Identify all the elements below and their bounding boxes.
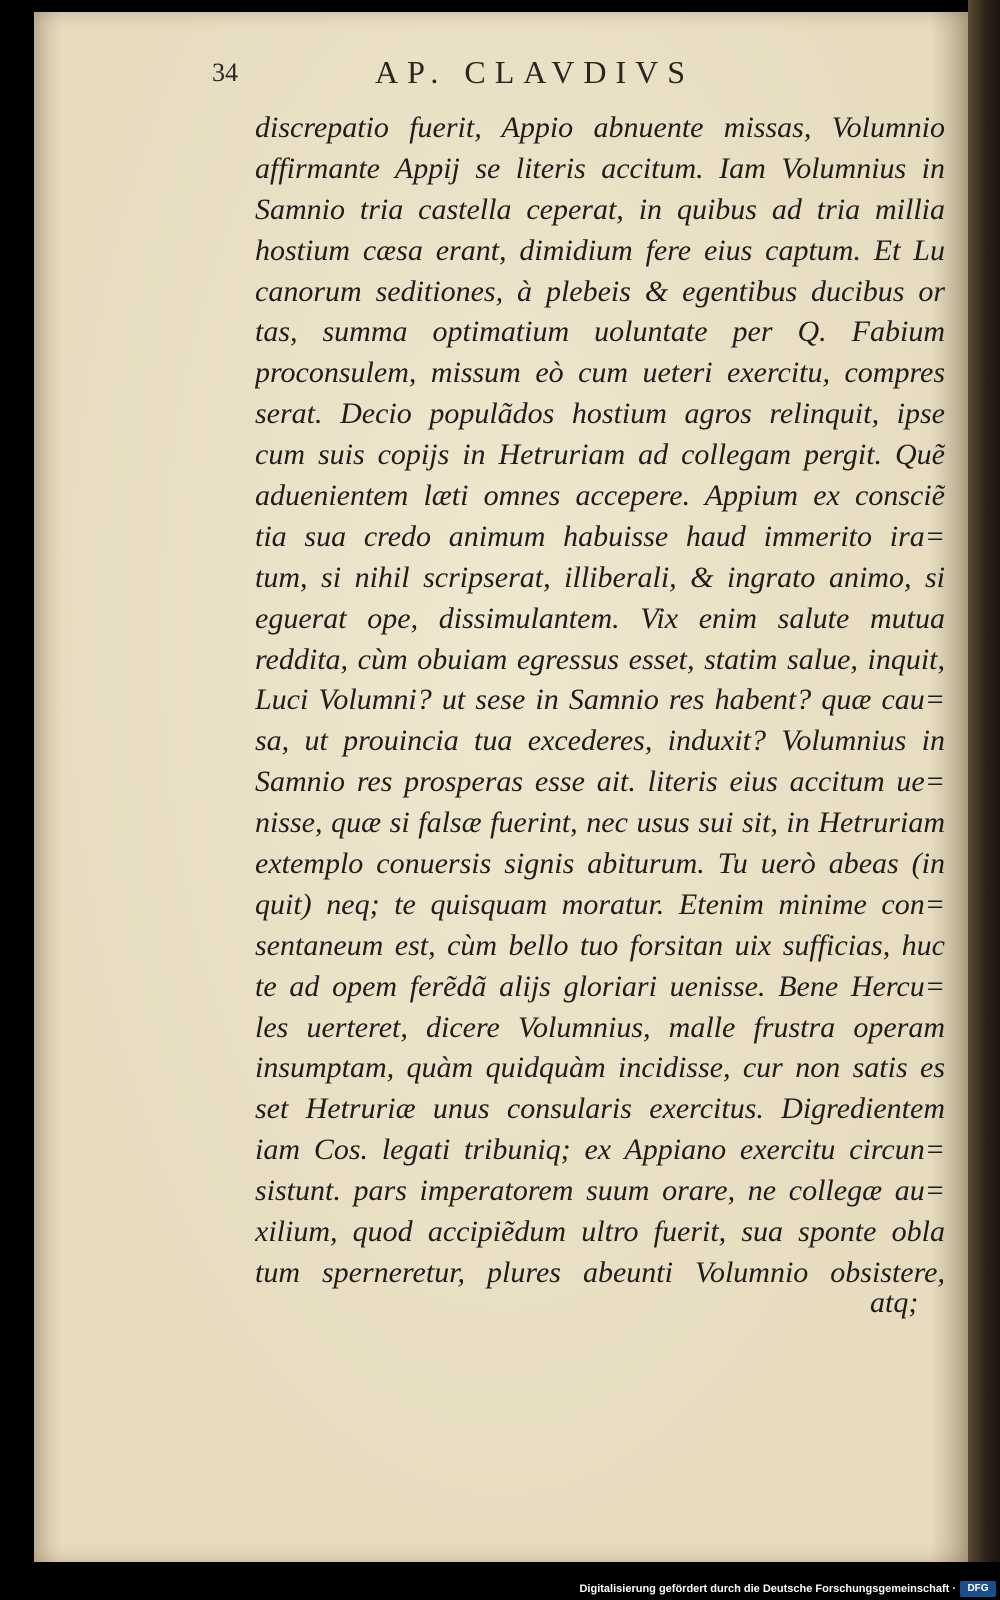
text-line: Luci Volumni? ut sese in Samnio res habent? quæ cau=	[255, 683, 945, 717]
dfg-logo: DFG	[960, 1581, 996, 1597]
text-line: eguerat ope, dissimulantem. Vix enim salute mutua	[255, 601, 945, 635]
text-line: Samnio tria castella ceperat, in quibus ad tria millia	[255, 192, 945, 226]
text-line: les uerteret, dicere Volumnius, malle frustra operam	[255, 1010, 945, 1044]
text-line: tum sperneretur, plures abeunti Volumnio obsistere,	[255, 1255, 945, 1289]
text-line: nisse, quæ si falsæ fuerint, nec usus sui sit, in Hetruriam	[255, 806, 945, 840]
page-number: 34	[212, 58, 238, 87]
running-head: AP. CLAVDIVS	[375, 54, 695, 90]
book-fore-edge	[968, 0, 1000, 1562]
text-line: discrepatio fuerit, Appio abnuente missas, Volumnio	[255, 111, 945, 144]
text-line: canorum seditiones, à plebeis & egentibus ducibus or	[255, 274, 945, 308]
text-line: tas, summa optimatium uoluntate per Q. Fabium	[255, 315, 945, 349]
text-line: tia sua credo animum habuisse haud immerito ira=	[255, 519, 945, 553]
text-line: xilium, quod accipiẽdum ultro fuerit, sua sponte obla	[255, 1215, 945, 1249]
text-line: serat. Decio populãdos hostium agros relinquit, ipse	[255, 397, 945, 431]
text-line: hostium cæsa erant, dimidium fere eius captum. Et Lu	[255, 233, 945, 267]
text-line: tum, si nihil scripserat, illiberali, & ingrato animo, si	[255, 560, 945, 594]
text-line: aduenientem læti omnes accepere. Appium ex consciẽ	[255, 479, 945, 513]
funding-credit: Digitalisierung gefördert durch die Deutsche Forschungsgemeinschaft ·	[579, 1583, 956, 1595]
text-line: quit) neq; te quisquam moratur. Etenim minime con=	[255, 887, 945, 921]
text-line: set Hetruriæ unus consularis exercitus. Digredientem	[255, 1092, 945, 1126]
text-line: affirmante Appij se literis accitum. Iam Volumnius in	[255, 151, 945, 185]
text-line: extemplo conuersis signis abiturum. Tu uerò abeas (in	[255, 847, 945, 881]
text-block	[255, 108, 945, 1294]
text-line: reddita, cùm obuiam egressus esset, statim salue, inquit,	[255, 642, 945, 676]
text-line: proconsulem, missum eò cum ueteri exercitu, compres	[255, 356, 945, 390]
catchword: atq;	[870, 1286, 919, 1319]
text-line: te ad opem ferẽdã alijs gloriari uenisse. Bene Hercu=	[255, 969, 945, 1003]
text-line: sentaneum est, cùm bello tuo forsitan uix sufficias, huc	[255, 928, 945, 962]
text-line: sa, ut prouincia tua excederes, induxit? Volumnius in	[255, 724, 945, 758]
text-line: iam Cos. legati tribuniq; ex Appiano exercitu circun=	[255, 1133, 945, 1167]
text-line: Samnio res prosperas esse ait. literis eius accitum ue=	[255, 765, 945, 799]
text-line: cum suis copijs in Hetruriam ad collegam pergit. Quẽ	[255, 438, 945, 472]
text-line: insumptam, quàm quidquàm incidisse, cur non satis es	[255, 1051, 945, 1085]
text-line: sistunt. pars imperatorem suum orare, ne collegæ au=	[255, 1174, 945, 1208]
